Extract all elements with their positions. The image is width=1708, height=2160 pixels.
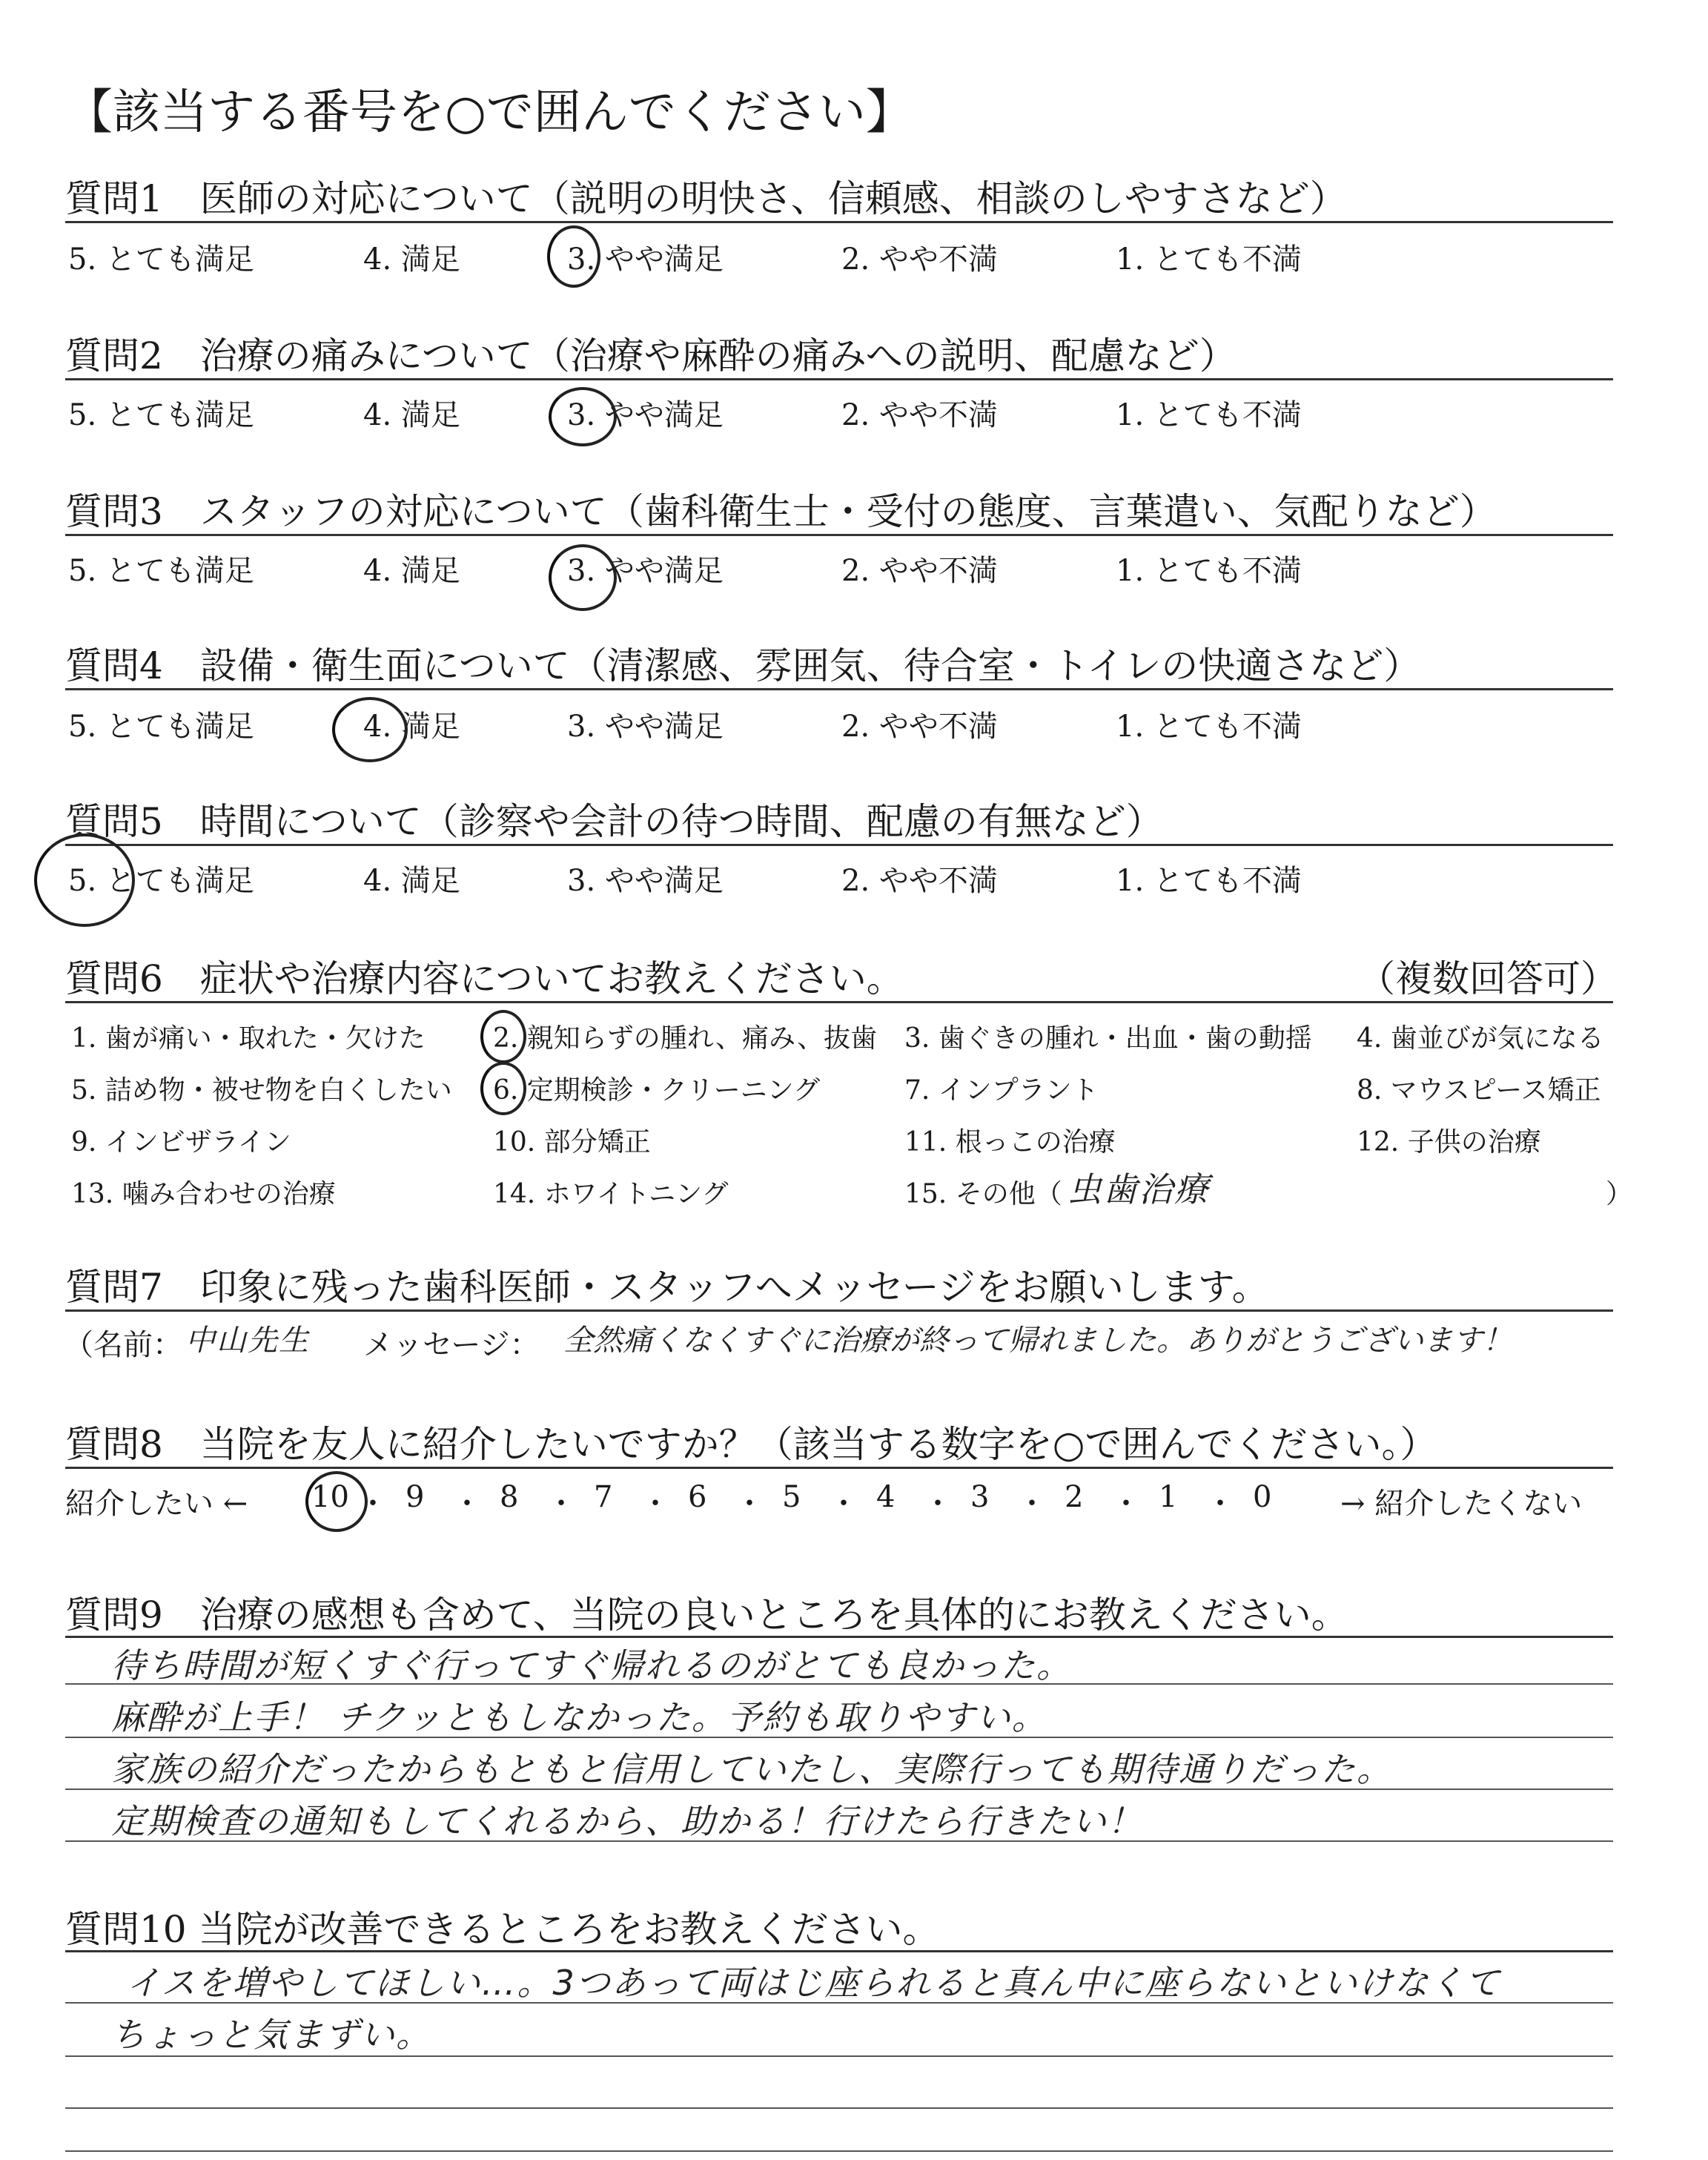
q10-rule: [65, 2150, 1613, 2152]
q6-item-14[interactable]: 14. ホワイトニング: [493, 1179, 729, 1209]
q8-scale-separator: ・: [452, 1487, 482, 1521]
q8-scale-1[interactable]: 1: [1159, 1480, 1178, 1514]
q9-answer-line-3: 家族の紹介だったからもともと信用していたし、実際行っても期待通りだった。: [111, 1749, 1392, 1789]
q6-item-10[interactable]: 10. 部分矯正: [493, 1127, 651, 1157]
q10-answer-line-1: イスを増やしてほしい…。3つあって両はじ座られると真ん中に座らないといけなくて: [126, 1963, 1501, 2003]
q3-option-1[interactable]: 1. とても不満: [1116, 554, 1302, 588]
q6-divider: [65, 1001, 1613, 1003]
q9-header: 質問9 治療の感想も含めて、当院の良いところを具体的にお教えください。: [65, 1593, 1348, 1636]
q6-other-close-paren: ）: [1606, 1179, 1633, 1209]
q5-option-2[interactable]: 2. やや不満: [841, 864, 998, 898]
q8-scale-6[interactable]: 6: [688, 1480, 707, 1514]
q4-option-2[interactable]: 2. やや不満: [841, 710, 998, 744]
q8-scale-7[interactable]: 7: [594, 1480, 613, 1514]
q7-message-value: 全然痛くなくすぐに治療が終って帰れました。ありがとうございます！: [563, 1324, 1512, 1358]
q5-selection-circle: [34, 833, 135, 927]
q8-selection-circle: [305, 1471, 368, 1532]
q5-option-3[interactable]: 3. やや満足: [567, 864, 724, 898]
q6-item-5[interactable]: 5. 詰め物・被せ物を白くしたい: [71, 1075, 452, 1106]
q8-scale-3[interactable]: 3: [970, 1480, 990, 1514]
q6-other-handwritten: 虫歯治療: [1068, 1169, 1210, 1209]
q2-option-2[interactable]: 2. やや不満: [841, 398, 998, 432]
q10-rule: [65, 2107, 1613, 2109]
q8-scale-separator: ・: [1017, 1487, 1047, 1521]
q8-scale-9[interactable]: 9: [406, 1480, 425, 1514]
q6-item-6[interactable]: 6. 定期検診・クリーニング: [493, 1075, 821, 1106]
q9-answer-line-2: 麻酔が上手！ チクッともしなかった。予約も取りやすい。: [111, 1697, 1047, 1737]
q8-scale-separator: ・: [829, 1487, 858, 1521]
q8-scale-separator: ・: [546, 1487, 576, 1521]
q6-item-15[interactable]: 15. その他（: [904, 1179, 1062, 1209]
q1-divider: [65, 221, 1613, 223]
q6-item-4[interactable]: 4. 歯並びが気になる: [1357, 1023, 1604, 1054]
page-title: 【該当する番号を○で囲んでください】: [65, 85, 913, 140]
q1-option-3[interactable]: 3. やや満足: [567, 242, 724, 277]
q8-scale-0[interactable]: 0: [1253, 1480, 1272, 1514]
q3-divider: [65, 534, 1613, 536]
q2-option-4[interactable]: 4. 満足: [363, 398, 460, 432]
q3-selection-circle: [549, 544, 617, 611]
q5-option-1[interactable]: 1. とても不満: [1116, 864, 1302, 898]
q10-header: 質問10 当院が改善できるところをお教えください。: [65, 1908, 940, 1951]
q8-scale-separator: ・: [640, 1487, 670, 1521]
q7-header: 質問7 印象に残った歯科医師・スタッフへメッセージをお願いします。: [65, 1266, 1269, 1309]
q6-item-12[interactable]: 12. 子供の治療: [1357, 1127, 1541, 1157]
q8-scale-5[interactable]: 5: [782, 1480, 801, 1514]
q8-right-label: → 紹介したくない: [1340, 1487, 1583, 1521]
q9-divider: [65, 1636, 1613, 1638]
q8-scale-2[interactable]: 2: [1065, 1480, 1084, 1514]
q10-answer-line-2: ちょっと気まずい。: [111, 2015, 431, 2055]
q8-scale-separator: ・: [1111, 1487, 1141, 1521]
q4-option-5[interactable]: 5. とても満足: [68, 710, 254, 744]
q4-divider: [65, 688, 1613, 690]
q9-answer-line-1: 待ち時間が短くすぐ行ってすぐ帰れるのがとても良かった。: [111, 1645, 1072, 1685]
q6-item-3[interactable]: 3. 歯ぐきの腫れ・出血・歯の動揺: [904, 1023, 1312, 1054]
q2-option-3[interactable]: 3. やや満足: [567, 398, 724, 432]
q5-divider: [65, 844, 1613, 846]
q8-scale-separator: ・: [358, 1487, 388, 1521]
q8-scale-4[interactable]: 4: [876, 1480, 896, 1514]
q1-option-2[interactable]: 2. やや不満: [841, 242, 998, 277]
q5-header: 質問5 時間について（診察や会計の待つ時間、配慮の有無など）: [65, 800, 1163, 843]
q6-item-11[interactable]: 11. 根っこの治療: [904, 1127, 1116, 1157]
q8-scale-8[interactable]: 8: [500, 1480, 519, 1514]
q4-option-3[interactable]: 3. やや満足: [567, 710, 724, 744]
q2-selection-circle: [549, 387, 617, 446]
q6-item-1[interactable]: 1. 歯が痛い・取れた・欠けた: [71, 1023, 426, 1054]
q3-option-4[interactable]: 4. 満足: [363, 554, 460, 588]
q4-header: 質問4 設備・衛生面について（清潔感、雰囲気、待合室・トイレの快適さなど）: [65, 644, 1421, 687]
q3-option-5[interactable]: 5. とても満足: [68, 554, 254, 588]
q6-multi-note: （複数回答可）: [1358, 957, 1618, 1000]
q6-selection-circle-2: [480, 1010, 526, 1063]
q9-answer-line-4: 定期検査の通知もしてくれるから、助かる！行けたら行きたい！: [111, 1801, 1143, 1841]
q3-header: 質問3 スタッフの対応について（歯科衛生士・受付の態度、言葉遣い、気配りなど）: [65, 490, 1497, 533]
q5-option-4[interactable]: 4. 満足: [363, 864, 460, 898]
q2-header: 質問2 治療の痛みについて（治療や麻酔の痛みへの説明、配慮など）: [65, 334, 1237, 377]
q8-scale-separator: ・: [1205, 1487, 1235, 1521]
q6-item-2[interactable]: 2. 親知らずの腫れ、痛み、抜歯: [493, 1023, 878, 1054]
q6-item-13[interactable]: 13. 噛み合わせの治療: [71, 1179, 336, 1209]
q4-option-1[interactable]: 1. とても不満: [1116, 710, 1302, 744]
q8-header: 質問8 当院を友人に紹介したいですか？（該当する数字を○で囲んでください。）: [65, 1423, 1437, 1466]
q7-message-label: メッセージ：: [363, 1328, 540, 1362]
q10-divider: [65, 1950, 1613, 1952]
q3-option-2[interactable]: 2. やや不満: [841, 554, 998, 588]
q8-divider: [65, 1467, 1613, 1469]
q2-option-5[interactable]: 5. とても満足: [68, 398, 254, 432]
q1-option-5[interactable]: 5. とても満足: [68, 242, 254, 277]
q1-header: 質問1 医師の対応について（説明の明快さ、信頼感、相談のしやすさなど）: [65, 177, 1347, 220]
q1-option-1[interactable]: 1. とても不満: [1116, 242, 1302, 277]
q5-option-5[interactable]: 5. とても満足: [68, 864, 254, 898]
q4-option-4[interactable]: 4. 満足: [363, 710, 460, 744]
q6-item-7[interactable]: 7. インプラント: [904, 1075, 1099, 1106]
q8-left-label: 紹介したい ←: [65, 1487, 248, 1521]
q6-item-8[interactable]: 8. マウスピース矯正: [1357, 1075, 1601, 1106]
q8-scale-separator: ・: [923, 1487, 953, 1521]
q8-scale-separator: ・: [735, 1487, 764, 1521]
q1-option-4[interactable]: 4. 満足: [363, 242, 460, 277]
q8-scale-10[interactable]: 10: [311, 1480, 349, 1514]
q7-name-label: （名前：: [64, 1328, 182, 1362]
q6-header: 質問6 症状や治療内容についてお教えください。: [65, 957, 904, 1000]
q6-selection-circle-6: [480, 1062, 526, 1115]
q3-option-3[interactable]: 3. やや満足: [567, 554, 724, 588]
q2-divider: [65, 378, 1613, 380]
q2-option-1[interactable]: 1. とても不満: [1116, 398, 1302, 432]
q4-selection-circle: [332, 697, 408, 762]
q6-item-9[interactable]: 9. インビザライン: [71, 1127, 291, 1157]
q7-divider: [65, 1309, 1613, 1312]
q1-selection-circle: [547, 225, 600, 288]
q7-name-value: 中山先生: [185, 1324, 310, 1358]
